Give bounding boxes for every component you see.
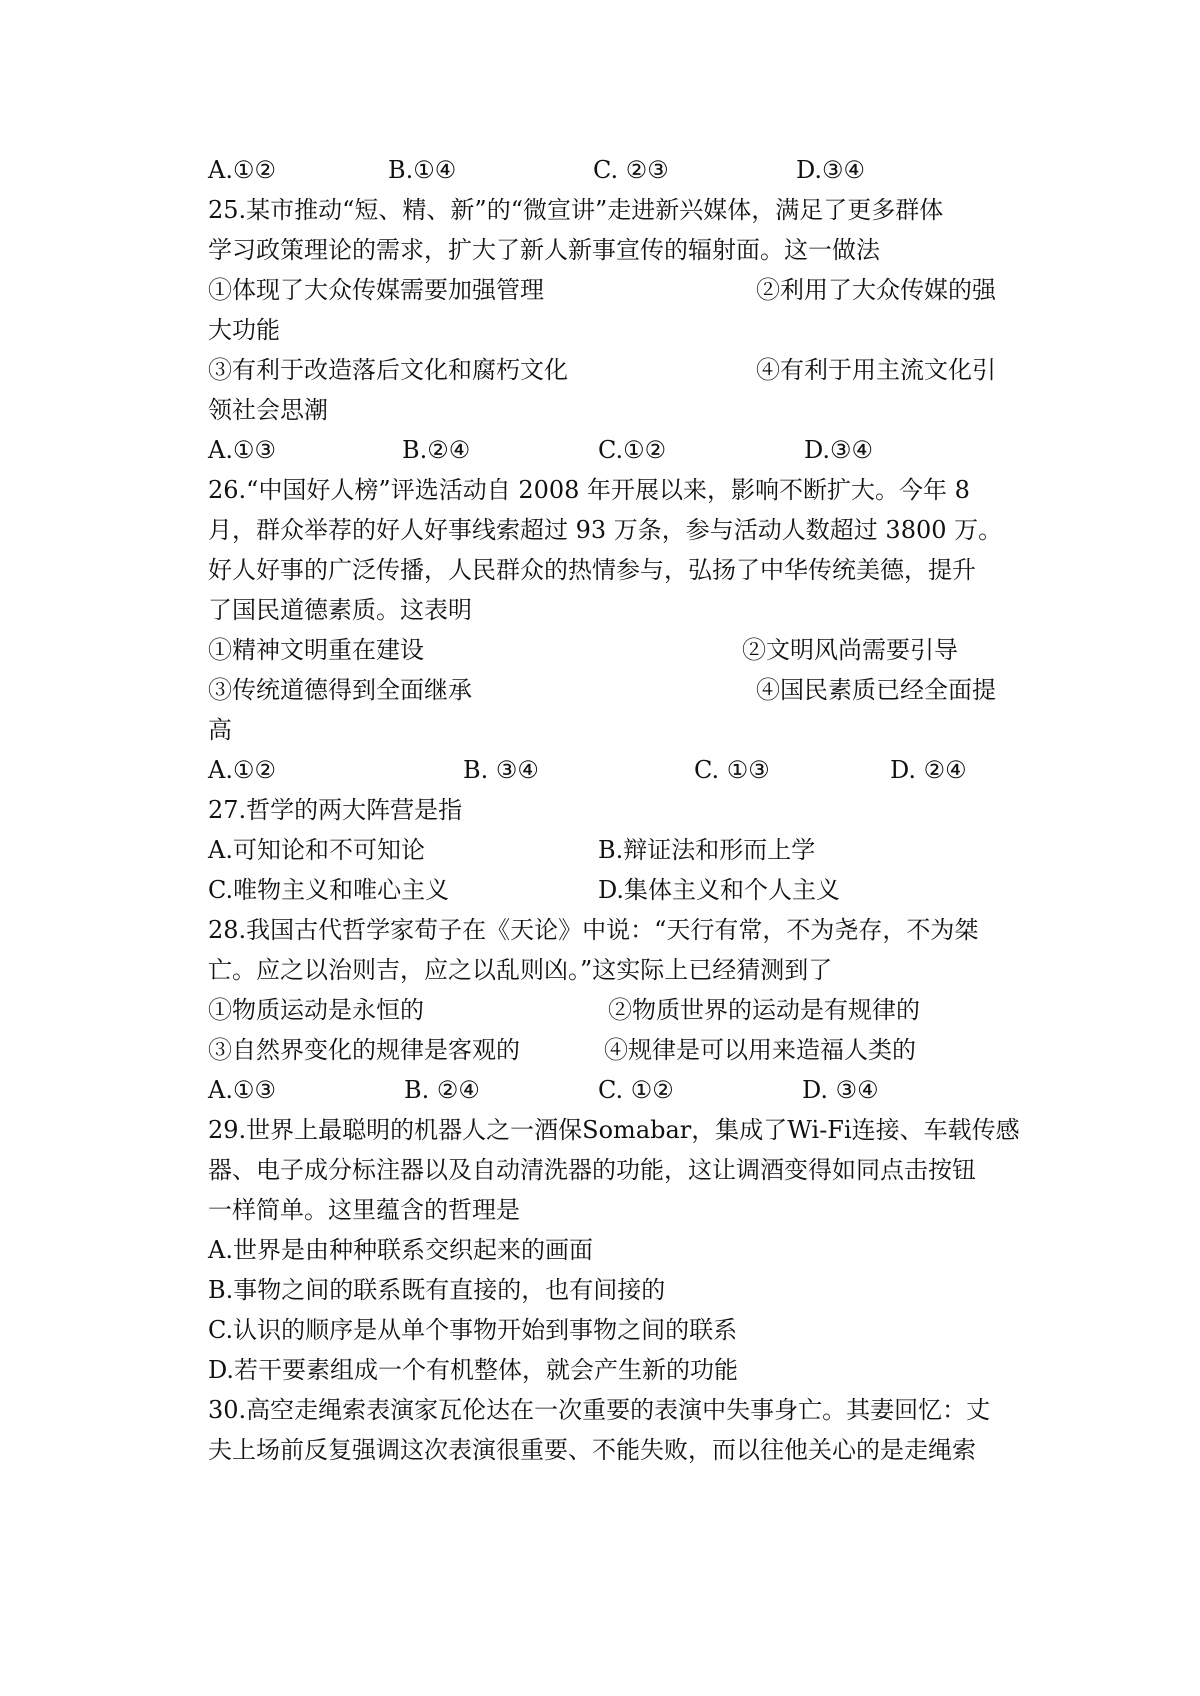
q26-stem-line-1: 26.“中国好人榜”评选活动自 2008 年开展以来，影响不断扩大。今年 8: [208, 476, 970, 504]
q28-option-d: D. ③④: [802, 1076, 879, 1104]
q29-stem-line-2: 器、电子成分标注器以及自动清洗器的功能，这让调酒变得如同点击按钮: [208, 1156, 976, 1184]
q26-options: [208, 750, 1008, 790]
q26-item-row-1: [208, 630, 1008, 670]
q24-option-a: A.①②: [208, 156, 276, 184]
q26-option-c: C. ①③: [694, 756, 770, 784]
q25-item-3: ③有利于改造落后文化和腐朽文化: [208, 356, 568, 384]
q25-item-4-continued: 领社会思潮: [208, 396, 328, 424]
q24-option-c: C. ②③: [593, 156, 669, 184]
q29-option-c: C.认识的顺序是从单个事物开始到事物之间的联系: [208, 1316, 738, 1344]
q28-options: [208, 1070, 1008, 1110]
q25-item-4: ④有利于用主流文化引: [756, 356, 996, 384]
q25-option-c: C.①②: [598, 436, 667, 464]
q26-option-b: B. ③④: [463, 756, 539, 784]
q28-item-2: ②物质世界的运动是有规律的: [608, 996, 920, 1024]
q28-item-1: ①物质运动是永恒的: [208, 996, 424, 1024]
q25-option-d: D.③④: [804, 436, 874, 464]
q29-option-d: D.若干要素组成一个有机整体，就会产生新的功能: [208, 1356, 739, 1384]
q26-option-d: D. ②④: [890, 756, 967, 784]
q27-option-d: D.集体主义和个人主义: [598, 876, 841, 904]
q26-stem-line-3: 好人好事的广泛传播，人民群众的热情参与，弘扬了中华传统美德，提升: [208, 556, 976, 584]
q27-stem: 27.哲学的两大阵营是指: [208, 796, 463, 824]
q26-item-3: ③传统道德得到全面继承: [208, 676, 472, 704]
q25-item-1: ①体现了大众传媒需要加强管理: [208, 276, 544, 304]
q28-item-row-1: [208, 990, 1008, 1030]
q25-item-row-1: [208, 270, 1008, 310]
q26-item-1: ①精神文明重在建设: [208, 636, 424, 664]
q26-stem-line-4: 了国民道德素质。这表明: [208, 596, 472, 624]
q26-item-4: ④国民素质已经全面提: [756, 676, 996, 704]
q27-option-c: C.唯物主义和唯心主义: [208, 876, 450, 904]
q26-option-a: A.①②: [208, 756, 276, 784]
q25-stem-line-1: 25.某市推动“短、精、新”的“微宣讲”走进新兴媒体，满足了更多群体: [208, 196, 944, 224]
q27-option-row-2: [208, 870, 1008, 910]
q29-stem-line-3: 一样简单。这里蕴含的哲理是: [208, 1196, 520, 1224]
q25-item-2: ②利用了大众传媒的强: [756, 276, 996, 304]
q27-option-a: A.可知论和不可知论: [208, 836, 425, 864]
q28-stem-line-2: 亡。应之以治则吉，应之以乱则凶。”这实际上已经猜测到了: [208, 956, 833, 984]
q27-option-b: B.辩证法和形而上学: [598, 836, 816, 864]
q30-stem-line-1: 30.高空走绳索表演家瓦伦达在一次重要的表演中失事身亡。其妻回忆：丈: [208, 1396, 991, 1424]
q27-option-row-1: [208, 830, 1008, 870]
q25-stem-line-2: 学习政策理论的需求，扩大了新人新事宣传的辐射面。这一做法: [208, 236, 880, 264]
q25-option-a: A.①③: [208, 436, 276, 464]
q29-option-b: B.事物之间的联系既有直接的，也有间接的: [208, 1276, 666, 1304]
q28-stem-line-1: 28.我国古代哲学家荀子在《天论》中说：“天行有常，不为尧存，不为桀: [208, 916, 979, 944]
q24-options: [208, 150, 1008, 190]
q30-stem-line-2: 夫上场前反复强调这次表演很重要、不能失败，而以往他关心的是走绳索: [208, 1436, 976, 1464]
q28-option-c: C. ①②: [598, 1076, 674, 1104]
q28-item-row-2: [208, 1030, 1008, 1070]
q25-item-row-2: [208, 350, 1008, 390]
q25-item-2-continued: 大功能: [208, 316, 280, 344]
q25-options: [208, 430, 1008, 470]
q28-option-b: B. ②④: [404, 1076, 480, 1104]
q24-option-b: B.①④: [388, 156, 457, 184]
q25-option-b: B.②④: [402, 436, 471, 464]
q28-item-4: ④规律是可以用来造福人类的: [604, 1036, 916, 1064]
q28-option-a: A.①③: [208, 1076, 276, 1104]
q26-item-row-2: [208, 670, 1008, 710]
q26-stem-line-2: 月，群众举荐的好人好事线索超过 93 万条，参与活动人数超过 3800 万。: [208, 516, 1003, 544]
q29-option-a: A.世界是由种种联系交织起来的画面: [208, 1236, 593, 1264]
q26-item-2: ②文明风尚需要引导: [742, 636, 958, 664]
q26-item-4-continued: 高: [208, 716, 232, 744]
q24-option-d: D.③④: [796, 156, 866, 184]
q29-stem-line-1: 29.世界上最聪明的机器人之一酒保Somabar，集成了Wi-Fi连接、车载传感: [208, 1116, 1020, 1144]
q28-item-3: ③自然界变化的规律是客观的: [208, 1036, 520, 1064]
